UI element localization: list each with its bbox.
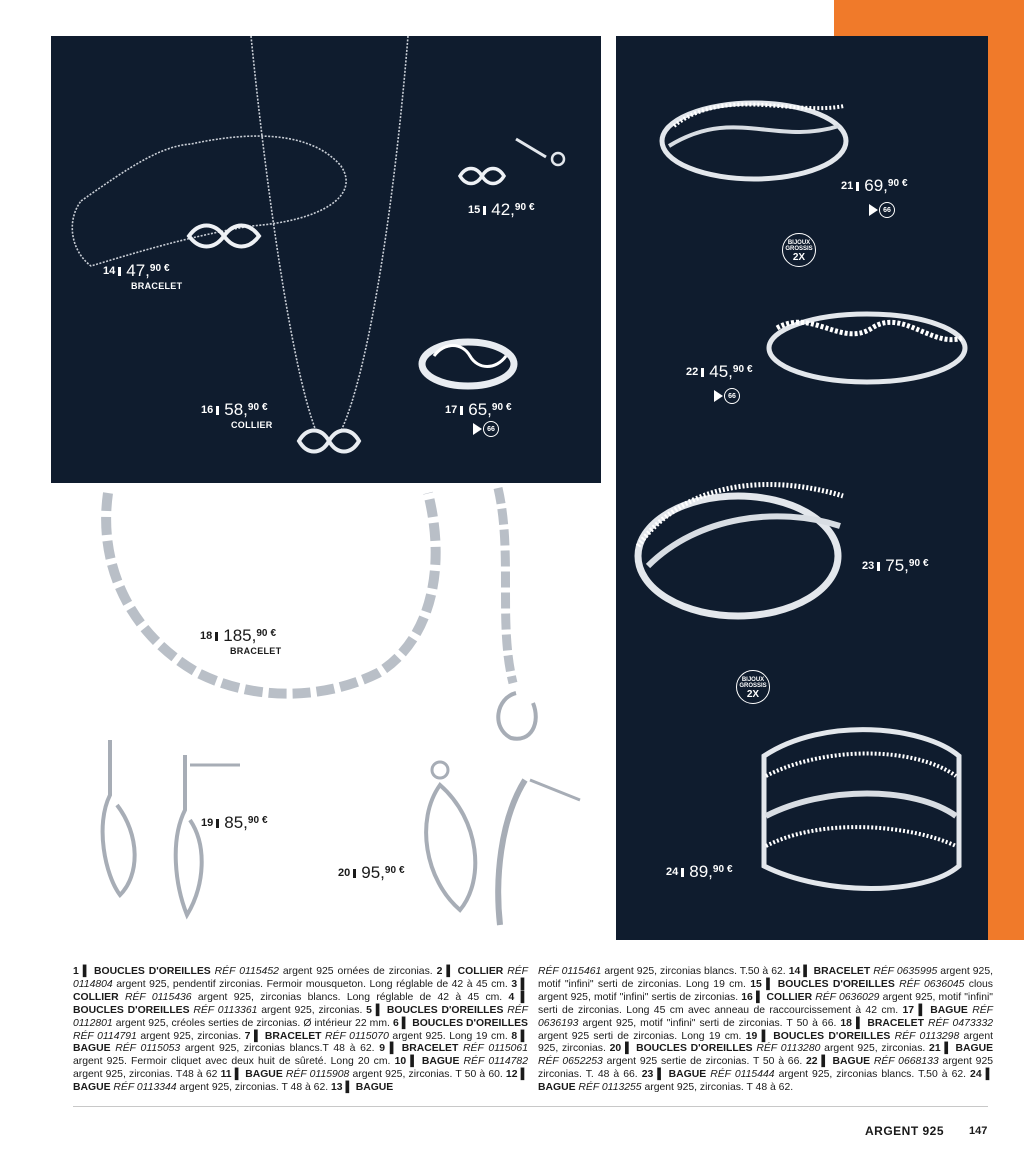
video-badge-22[interactable]: 66 — [714, 388, 740, 404]
item-reference: RÉF 0115908 — [285, 1069, 353, 1081]
item-text: argent 925, zirconias blancs.T 48 à 62. — [184, 1043, 380, 1055]
zoom-2x-badge-1: BIJOUX GROSSIS 2X — [782, 233, 816, 267]
description-item — [610, 1043, 929, 1054]
item-heading: 22 ▌ BAGUE — [806, 1056, 874, 1068]
description-item — [331, 1082, 393, 1093]
item-heading: 16 ▌ COLLIER — [741, 991, 816, 1003]
play-icon — [869, 204, 878, 216]
ring-21-image — [654, 86, 894, 216]
page-number: 147 — [969, 1125, 988, 1137]
price-19: 19 85,90 € — [201, 813, 268, 832]
price-15: 15 42,90 € — [468, 200, 535, 219]
item-heading: 15 ▌ BOUCLES D'OREILLES — [750, 978, 900, 990]
item-reference: RÉF 0115070 — [325, 1030, 393, 1042]
price-18: 18 185,90 € — [200, 626, 277, 645]
item-reference: RÉF 0636029 — [815, 991, 883, 1003]
description-left-column — [73, 966, 528, 1095]
price-20: 20 95,90 € — [338, 863, 405, 882]
price-21: 21 69,90 € — [841, 176, 908, 195]
item-text: argent 925, motif "infini" serti de zirconias. Long 45 cm avec anneau de raccourcissement à 42 cm. — [538, 991, 993, 1016]
bracelet-image — [51, 36, 601, 483]
item-reference: RÉF 0114782 — [463, 1056, 528, 1068]
item-reference: RÉF 0113344 — [113, 1082, 180, 1094]
label-14: BRACELET — [131, 281, 183, 291]
price-14: 14 47,90 € — [103, 261, 170, 280]
item-text: argent 925, zirconias blancs. Long réglable de 42 à 45 cm. — [197, 991, 509, 1003]
item-text: argent 925 zirconias. T. 48 à 66. — [538, 1056, 993, 1081]
item-reference: RÉF 0115444 — [710, 1069, 779, 1081]
jewelry-panel-right — [616, 36, 988, 940]
item-heading: 8 ▌ BAGUE — [73, 1030, 529, 1055]
item-reference: RÉF 0115452 — [214, 966, 283, 977]
item-text: argent 925, zirconias. T 48 à 62. — [644, 1082, 794, 1094]
item-reference: RÉF 0115053 — [115, 1043, 185, 1055]
video-badge-21[interactable]: 66 — [869, 202, 895, 218]
earrings-20-image — [410, 760, 590, 930]
price-22: 22 45,90 € — [686, 362, 753, 381]
description-item — [245, 1031, 512, 1042]
ring-24-image — [744, 716, 974, 906]
price-17: 17 65,90 € — [445, 400, 512, 419]
orange-side-band — [988, 40, 1024, 940]
item-reference: RÉF 0115061 — [463, 1043, 528, 1055]
item-heading: 11 ▌ BAGUE — [220, 1069, 286, 1081]
earrings-15-image — [456, 121, 576, 191]
video-badge-17[interactable]: 66 — [473, 421, 499, 437]
item-heading: 9 ▌ BRACELET — [379, 1043, 464, 1055]
bracelet-18-image — [88, 483, 558, 753]
item-reference: RÉF 0114791 — [73, 1030, 141, 1042]
item-reference: RÉF 0668133 — [873, 1056, 943, 1068]
item-heading: 1 ▌ BOUCLES D'OREILLES — [73, 966, 215, 977]
item-reference: RÉF 0652253 — [538, 1056, 607, 1068]
item-text: argent 925, zirconias. T 48 à 62. — [179, 1082, 332, 1094]
description-right-column — [538, 966, 993, 1095]
label-16: COLLIER — [231, 420, 273, 430]
description-item — [73, 966, 437, 977]
item-text: argent 925, zirconias. — [538, 1030, 993, 1055]
item-text: argent 925, zirconias blancs. T.50 à 62. — [778, 1069, 971, 1081]
item-reference: RÉF 0113298 — [894, 1030, 964, 1042]
item-heading: 19 ▌ BOUCLES D'OREILLES — [745, 1030, 895, 1042]
item-heading: 4 ▌ BOUCLES D'OREILLES — [73, 991, 529, 1016]
item-reference: RÉF 0113361 — [193, 1004, 262, 1016]
zoom-2x-badge-2: BIJOUX GROSSIS 2X — [736, 670, 770, 704]
item-reference: RÉF 0113255 — [578, 1082, 645, 1094]
item-reference: RÉF 0473332 — [927, 1017, 993, 1029]
item-text: argent 925, zirconias. — [140, 1030, 245, 1042]
play-icon — [714, 390, 723, 402]
item-text: argent 925. Long 19 cm. — [392, 1030, 512, 1042]
item-text: argent 925, motif "infini" serti de zirconias. Long 19 cm. — [538, 966, 993, 990]
ring-22-image — [762, 298, 982, 418]
item-text: argent 925, zirconias blancs. T.50 à 62. — [604, 966, 789, 977]
item-text: argent 925, zirconias. T 50 à 60. — [352, 1069, 506, 1081]
item-reference: RÉF 0636045 — [899, 978, 969, 990]
item-heading: 6 ▌ BOUCLES D'OREILLES — [392, 1017, 528, 1029]
ring-17-image — [416, 326, 526, 396]
price-16: 16 58,90 € — [201, 400, 268, 419]
price-24: 24 89,90 € — [666, 862, 733, 881]
price-23: 23 75,90 € — [862, 556, 929, 575]
item-text: argent 925, créoles serties de zirconias. Ø intérieur 22 mm. — [115, 1017, 393, 1029]
section-title: ARGENT 925 — [865, 1124, 945, 1138]
jewelry-panel-left — [51, 36, 601, 483]
item-reference: RÉF 0115436 — [124, 991, 198, 1003]
item-text: argent 925, pendentif zirconias. Fermoir mousqueton. Long réglable de 42 à 45 cm. — [116, 978, 512, 990]
item-text: argent 925 ornées de zirconias. — [282, 966, 437, 977]
item-heading: 18 ▌ BRACELET — [840, 1017, 928, 1029]
item-reference: RÉF 0114804 — [73, 966, 528, 990]
description-item — [221, 1069, 506, 1080]
item-heading: 5 ▌ BOUCLES D'OREILLES — [366, 1004, 508, 1016]
item-text: argent 925, zirconias. — [824, 1043, 930, 1055]
item-text: argent 925, motif "infini" serti de zirconias. T 50 à 66. — [582, 1017, 841, 1029]
item-heading: 24 ▌ BAGUE — [538, 1069, 993, 1094]
item-heading: 12 ▌ BAGUE — [73, 1069, 528, 1094]
orange-corner-band — [834, 0, 1024, 40]
item-heading: 3 ▌ COLLIER — [73, 978, 528, 1003]
item-reference: RÉF 0113280 — [756, 1043, 825, 1055]
item-reference: RÉF 0115461 — [538, 966, 605, 977]
description-item — [642, 1069, 970, 1080]
play-icon — [473, 423, 482, 435]
item-text: argent 925 sertie de zirconias. T 50 à 66. — [606, 1056, 807, 1068]
item-heading: 23 ▌ BAGUE — [641, 1069, 711, 1081]
item-heading: 10 ▌ BAGUE — [394, 1056, 464, 1068]
item-heading: 21 ▌ BAGUE — [929, 1043, 994, 1055]
item-text: clous argent 925, motif "infini" sertis de zirconias. — [538, 978, 994, 1003]
item-heading: 7 ▌ BRACELET — [244, 1030, 326, 1042]
item-reference: RÉF 0635995 — [873, 966, 941, 977]
item-heading: 14 ▌ BRACELET — [788, 966, 874, 977]
item-text: argent 925, zirconias. T48 à 62 — [73, 1069, 221, 1081]
item-heading: 2 ▌ COLLIER — [436, 966, 508, 977]
item-text: argent 925. Fermoir cliquet avec deux huit de sûreté. Long 20 cm. — [73, 1056, 395, 1068]
item-text: argent 925 serti de zirconias. Long 19 cm. — [538, 1030, 746, 1042]
item-heading: 17 ▌ BAGUE — [902, 1004, 973, 1016]
description-item — [538, 966, 789, 977]
footer-divider — [73, 1106, 988, 1107]
item-reference: RÉF 0636193 — [538, 1004, 993, 1029]
label-18: BRACELET — [230, 646, 282, 656]
item-reference: RÉF 0112801 — [73, 1004, 528, 1029]
item-heading: 13 ▌ BAGUE — [331, 1082, 394, 1094]
item-text: argent 925, zirconias. — [261, 1004, 367, 1016]
ring-23-image — [628, 466, 858, 636]
item-heading: 20 ▌ BOUCLES D'OREILLES — [609, 1043, 757, 1055]
